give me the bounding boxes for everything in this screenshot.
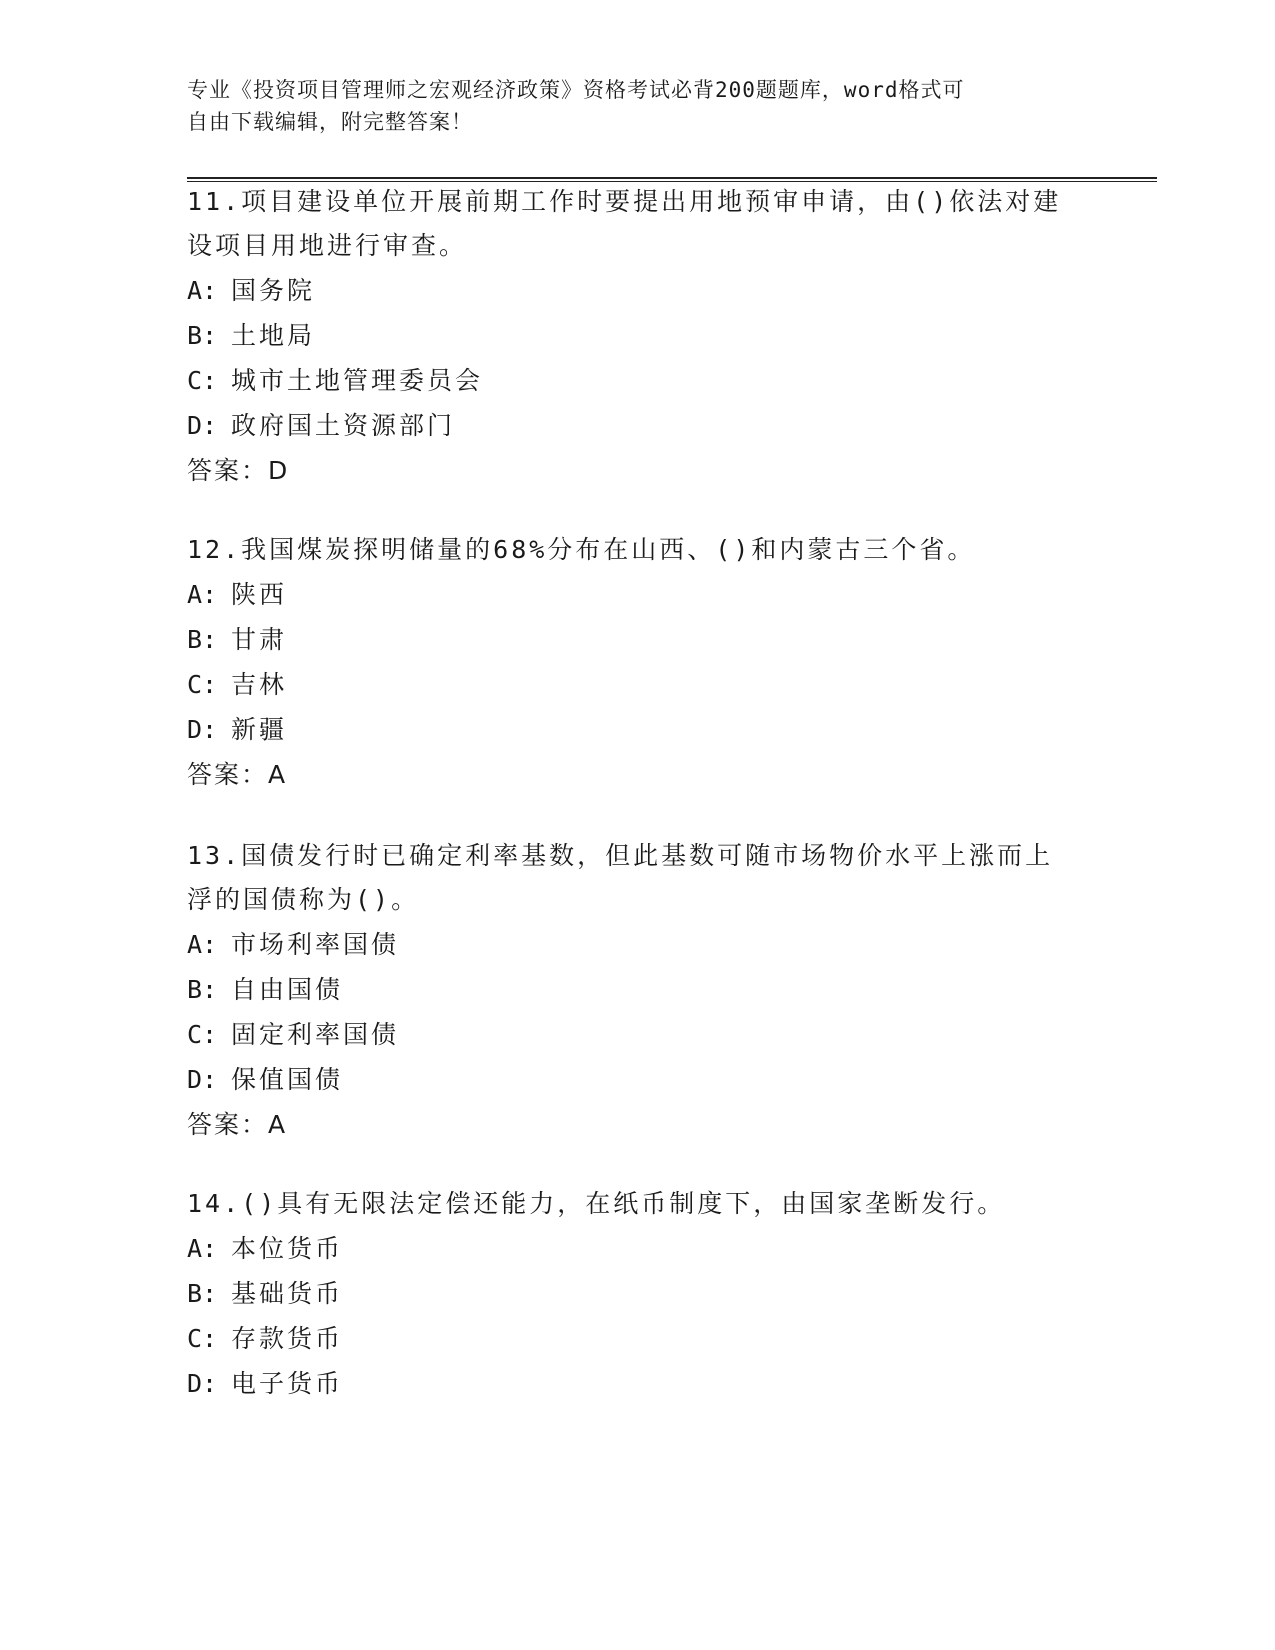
question-stem: [187, 834, 1087, 922]
question-stem-line: 14.()具有无限法定偿还能力，在纸币制度下，由国家垄断发行。: [187, 1189, 1006, 1218]
document-header: [187, 74, 1067, 138]
option-letter: C:: [187, 366, 218, 395]
answer-line: 答案：D: [187, 456, 290, 485]
question-stem: [187, 528, 1087, 572]
option-d: [187, 1057, 1087, 1102]
question-stem-line: 13.国债发行时已确定利率基数，但此基数可随市场物价水平上涨而上: [187, 841, 1054, 870]
option-letter: B:: [187, 975, 218, 1004]
option-letter: A:: [187, 1234, 218, 1263]
option-d: [187, 1361, 1087, 1406]
question-stem: [187, 180, 1087, 268]
option-b: [187, 313, 1087, 358]
option-text: 电子货币: [231, 1369, 344, 1398]
option-letter: A:: [187, 276, 218, 305]
question-stem: [187, 1182, 1087, 1226]
question-11: [187, 180, 1087, 493]
option-c: [187, 358, 1087, 403]
answer-line: 答案：A: [187, 1110, 288, 1139]
option-text: 吉林: [231, 670, 288, 699]
option-a: [187, 572, 1087, 617]
option-letter: A:: [187, 580, 218, 609]
option-text: 政府国土资源部门: [231, 411, 456, 440]
header-line-2: 自由下载编辑，附完整答案！: [187, 110, 473, 134]
option-text: 存款货币: [231, 1324, 344, 1353]
option-letter: D:: [187, 1369, 218, 1398]
header-line-1: 专业《投资项目管理师之宏观经济政策》资格考试必背200题题库，word格式可: [187, 78, 965, 102]
option-b: [187, 617, 1087, 662]
option-letter: B:: [187, 1279, 218, 1308]
option-c: [187, 1012, 1087, 1057]
option-letter: C:: [187, 1324, 218, 1353]
option-letter: B:: [187, 625, 218, 654]
option-letter: B:: [187, 321, 218, 350]
option-c: [187, 662, 1087, 707]
option-text: 甘肃: [231, 625, 288, 654]
option-text: 市场利率国债: [231, 930, 400, 959]
question-13: [187, 834, 1087, 1147]
option-c: [187, 1316, 1087, 1361]
option-text: 固定利率国债: [231, 1020, 400, 1049]
option-letter: C:: [187, 670, 218, 699]
option-b: [187, 967, 1087, 1012]
option-d: [187, 403, 1087, 448]
option-text: 新疆: [231, 715, 288, 744]
option-d: [187, 707, 1087, 752]
answer-line: 答案：A: [187, 760, 288, 789]
option-text: 城市土地管理委员会: [231, 366, 484, 395]
option-letter: D:: [187, 715, 218, 744]
option-a: [187, 922, 1087, 967]
option-text: 保值国债: [231, 1065, 344, 1094]
option-letter: C:: [187, 1020, 218, 1049]
option-text: 国务院: [231, 276, 316, 305]
question-12: [187, 528, 1087, 797]
option-b: [187, 1271, 1087, 1316]
option-text: 本位货币: [231, 1234, 344, 1263]
option-a: [187, 268, 1087, 313]
option-a: [187, 1226, 1087, 1271]
question-stem-line: 浮的国债称为()。: [187, 885, 420, 914]
option-text: 土地局: [231, 321, 316, 350]
question-stem-line: 设项目用地进行审查。: [187, 231, 468, 260]
option-letter: D:: [187, 1065, 218, 1094]
option-text: 基础货币: [231, 1279, 344, 1308]
option-letter: D:: [187, 411, 218, 440]
question-stem-line: 12.我国煤炭探明储量的68%分布在山西、()和内蒙古三个省。: [187, 535, 976, 564]
option-text: 自由国债: [231, 975, 344, 1004]
option-letter: A:: [187, 930, 218, 959]
option-text: 陕西: [231, 580, 288, 609]
question-stem-line: 11.项目建设单位开展前期工作时要提出用地预审申请，由()依法对建: [187, 187, 1062, 216]
question-14: [187, 1182, 1087, 1406]
